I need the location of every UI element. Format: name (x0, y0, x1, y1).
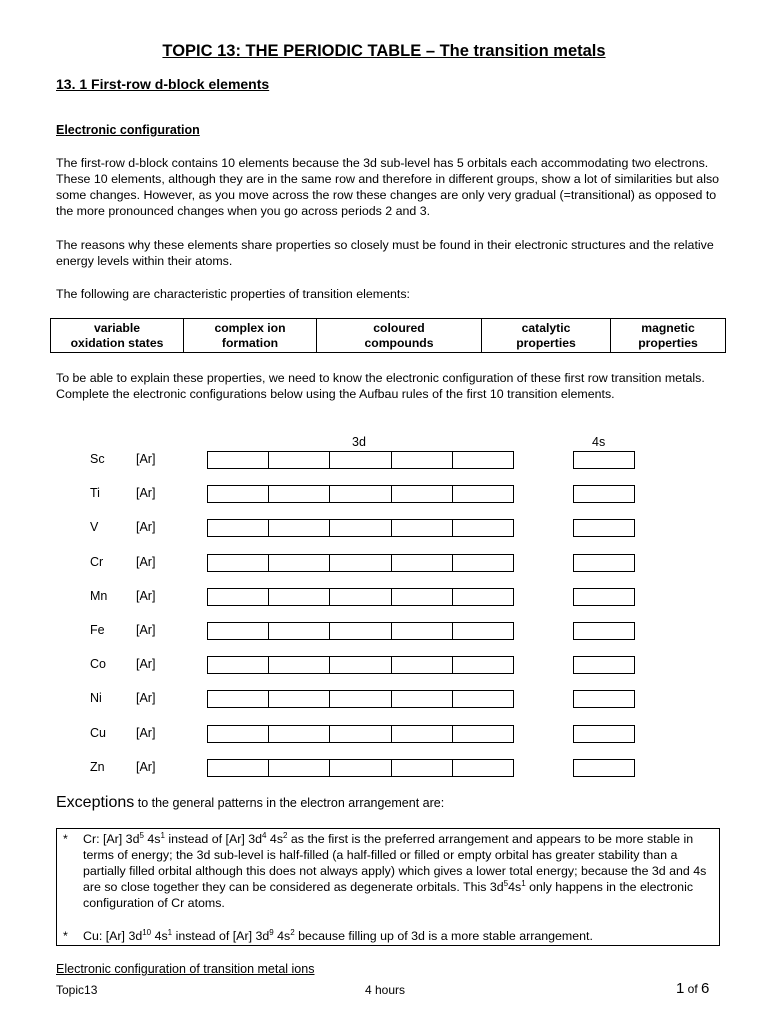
subheading-electronic-configuration: Electronic configuration (56, 123, 200, 137)
orbital-boxes-3d (207, 554, 514, 572)
orbital-box-3d[interactable] (453, 691, 513, 707)
ions-heading: Electronic configuration of transition metal ions (56, 962, 315, 976)
orbital-box-3d[interactable] (208, 657, 269, 673)
exception-text: instead of [Ar] 3d (172, 929, 270, 943)
orbital-box-3d[interactable] (453, 452, 513, 468)
orbital-box-3d[interactable] (392, 623, 453, 639)
orbital-box-4s[interactable] (573, 451, 635, 469)
property-cell (611, 319, 726, 353)
orbital-boxes-3d (207, 519, 514, 537)
property-line: catalytic (521, 320, 571, 335)
bullet-star: * (63, 832, 68, 846)
config-row (0, 451, 768, 471)
orbital-boxes-3d (207, 451, 514, 469)
element-symbol: Zn (90, 759, 105, 774)
property-line: properties (516, 335, 576, 350)
orbital-box-3d[interactable] (330, 657, 391, 673)
config-row (0, 622, 768, 642)
config-row (0, 485, 768, 505)
superscript: 10 (142, 927, 152, 937)
core-notation: [Ar] (136, 588, 156, 603)
property-line: variable (93, 320, 141, 335)
orbital-box-3d[interactable] (453, 486, 513, 502)
orbital-box-3d[interactable] (269, 486, 330, 502)
orbital-box-3d[interactable] (208, 760, 269, 776)
orbital-boxes-3d (207, 656, 514, 674)
exception-text: 4s (151, 929, 168, 943)
orbital-box-3d[interactable] (453, 589, 513, 605)
bullet-star: * (63, 929, 68, 943)
superscript: 9 (269, 927, 274, 937)
orbital-box-4s[interactable] (573, 725, 635, 743)
orbital-box-4s[interactable] (573, 759, 635, 777)
core-notation: [Ar] (136, 623, 156, 637)
orbital-box-3d[interactable] (392, 657, 453, 673)
orbital-box-3d[interactable] (392, 452, 453, 468)
exception-text: 4s (508, 880, 522, 894)
orbital-box-4s[interactable] (573, 622, 635, 640)
superscript: 5 (139, 830, 144, 840)
config-row (0, 656, 768, 676)
core-notation: [Ar] (136, 759, 156, 774)
element-symbol: Ti (90, 486, 100, 501)
property-line: coloured (373, 320, 425, 335)
element-symbol: Cu (90, 725, 106, 740)
label-4s: 4s (592, 435, 606, 449)
orbital-box-3d[interactable] (269, 760, 330, 776)
orbital-box-3d[interactable] (330, 520, 391, 536)
orbital-box-3d[interactable] (392, 520, 453, 536)
element-symbol: Co (90, 657, 106, 672)
orbital-box-3d[interactable] (330, 691, 391, 707)
orbital-boxes-3d (207, 725, 514, 743)
orbital-box-3d[interactable] (330, 555, 391, 571)
property-cell (184, 319, 317, 353)
exception-text: 4s (143, 832, 161, 846)
core-notation: [Ar] (136, 452, 156, 466)
paragraph-instructions: To be able to explain these properties, we need to know the electronic configuration of these first row transition metals. Complete the electronic configurations below using the Aufbau rules of the first 10 transition elements. (56, 371, 705, 401)
exception-cu-text (83, 928, 713, 944)
orbital-box-3d[interactable] (330, 452, 391, 468)
orbital-box-3d[interactable] (269, 623, 330, 639)
orbital-box-4s[interactable] (573, 519, 635, 537)
orbital-box-3d[interactable] (269, 691, 330, 707)
exceptions-heading-big: Exceptions (56, 794, 135, 811)
superscript: 1 (167, 927, 173, 937)
page-title: TOPIC 13: THE PERIODIC TABLE – The transition metals (162, 42, 606, 60)
exception-text: 4s (273, 929, 291, 943)
page-of: of (684, 982, 702, 996)
orbital-boxes-3d (207, 759, 514, 777)
paragraph-properties-lead: The following are characteristic properties of transition elements: (56, 287, 410, 301)
element-symbol: Fe (90, 623, 105, 637)
superscript: 2 (290, 927, 295, 937)
orbital-boxes-3d (207, 485, 514, 503)
superscript: 4 (262, 830, 267, 840)
page-total: 6 (701, 980, 710, 997)
superscript: 1 (160, 830, 165, 840)
orbital-boxes-3d (207, 622, 514, 640)
orbital-box-3d[interactable] (392, 486, 453, 502)
orbital-box-3d[interactable] (208, 726, 269, 742)
element-symbol: Cr (90, 554, 104, 569)
orbital-box-4s[interactable] (573, 485, 635, 503)
paragraph-reasons: The reasons why these elements share properties so closely must be found in their electronic structures and the relative energy levels within their atoms. (56, 238, 714, 268)
orbital-box-3d[interactable] (330, 726, 391, 742)
orbital-box-3d[interactable] (330, 486, 391, 502)
orbital-box-3d[interactable] (453, 520, 513, 536)
orbital-box-3d[interactable] (392, 589, 453, 605)
orbital-box-3d[interactable] (208, 691, 269, 707)
core-notation: [Ar] (136, 554, 156, 569)
paragraph-intro: The first-row d-block contains 10 elements because the 3d sub-level has 5 orbitals each accommodating two electrons. These 10 elements, although they are in the same row and therefore in different groups, show a lot of similarities but also some changes. However, as you move across the row these changes are only very gradual (=transitional) as opposed to the more pronounced changes when you go across periods 2 and 3. (56, 156, 720, 218)
property-line: formation (221, 335, 279, 350)
orbital-box-3d[interactable] (208, 452, 269, 468)
orbital-boxes-3d (207, 690, 514, 708)
footer-page-number (676, 980, 709, 997)
orbital-box-3d[interactable] (269, 726, 330, 742)
exception-text: 4s (266, 832, 284, 846)
core-notation: [Ar] (136, 657, 156, 672)
config-row (0, 519, 768, 539)
orbital-box-3d[interactable] (208, 555, 269, 571)
exception-cr-text (83, 831, 713, 911)
config-row (0, 759, 768, 779)
label-3d: 3d (352, 435, 366, 449)
orbital-box-3d[interactable] (453, 623, 513, 639)
property-cell (482, 319, 611, 353)
orbital-box-3d[interactable] (208, 486, 269, 502)
orbital-box-4s[interactable] (573, 554, 635, 572)
superscript: 1 (521, 878, 526, 888)
property-line: compounds (364, 335, 434, 350)
core-notation: [Ar] (136, 725, 156, 740)
orbital-box-3d[interactable] (269, 657, 330, 673)
property-cell (51, 319, 184, 353)
footer-duration: 4 hours (365, 983, 406, 997)
orbital-box-3d[interactable] (392, 555, 453, 571)
orbital-box-3d[interactable] (208, 589, 269, 605)
exceptions-box (56, 828, 720, 946)
superscript: 2 (283, 830, 288, 840)
orbital-box-3d[interactable] (330, 760, 391, 776)
orbital-box-4s[interactable] (573, 690, 635, 708)
property-cell (317, 319, 482, 353)
property-line: complex ion (214, 320, 286, 335)
orbital-box-3d[interactable] (330, 623, 391, 639)
property-line: oxidation states (70, 335, 164, 350)
core-notation: [Ar] (136, 520, 156, 535)
exception-cr-lead: Cr: [Ar] 3d (83, 832, 140, 846)
config-row (0, 690, 768, 710)
page-number: 1 (676, 980, 685, 997)
exception-text: only happens in the electronic configuration of Cr atoms. (83, 880, 694, 910)
element-symbol: Mn (90, 588, 108, 603)
properties-row (51, 319, 726, 353)
orbital-box-3d[interactable] (392, 726, 453, 742)
footer-topic: Topic13 (56, 983, 98, 997)
exceptions-heading-rest: to the general patterns in the electron arrangement are: (134, 796, 445, 810)
exception-text: because filling up of 3d is a more stable arrangement. (294, 929, 593, 943)
property-line: properties (638, 335, 698, 350)
properties-table (50, 318, 726, 353)
exception-cu-lead: Cu: [Ar] 3d (83, 929, 143, 943)
superscript: 5 (503, 878, 509, 888)
orbital-box-3d[interactable] (208, 623, 269, 639)
core-notation: [Ar] (136, 691, 156, 706)
exceptions-heading (56, 794, 444, 812)
element-symbol: V (90, 520, 99, 535)
exception-text: as the first is the preferred arrangement and appears to be more stable in terms of energy; the 3d sub-level is half-filled (a half-filled or filled or empty orbital has greater stability than a partially filled orbital although this does not always apply) which gives a lower total energy; because the 3d and 4s are so close together they can be considered as degenerate orbitals. This 3d (83, 832, 707, 894)
orbital-box-3d[interactable] (392, 691, 453, 707)
orbital-box-3d[interactable] (453, 657, 513, 673)
config-row (0, 588, 768, 608)
orbital-box-3d[interactable] (269, 452, 330, 468)
orbital-box-3d[interactable] (330, 589, 391, 605)
orbital-box-3d[interactable] (453, 726, 513, 742)
orbital-box-3d[interactable] (269, 589, 330, 605)
section-heading: 13. 1 First-row d-block elements (56, 76, 270, 92)
orbital-box-3d[interactable] (392, 760, 453, 776)
element-symbol: Sc (90, 452, 105, 466)
property-line: magnetic (641, 320, 695, 335)
orbital-boxes-3d (207, 588, 514, 606)
exception-text: instead of [Ar] 3d (164, 832, 263, 846)
core-notation: [Ar] (136, 486, 156, 501)
orbital-box-3d[interactable] (269, 520, 330, 536)
orbital-box-3d[interactable] (208, 520, 269, 536)
config-row (0, 554, 768, 574)
element-symbol: Ni (90, 691, 102, 706)
config-row (0, 725, 768, 745)
orbital-box-3d[interactable] (453, 555, 513, 571)
orbital-box-4s[interactable] (573, 656, 635, 674)
orbital-box-3d[interactable] (453, 760, 513, 776)
orbital-box-4s[interactable] (573, 588, 635, 606)
orbital-box-3d[interactable] (269, 555, 330, 571)
